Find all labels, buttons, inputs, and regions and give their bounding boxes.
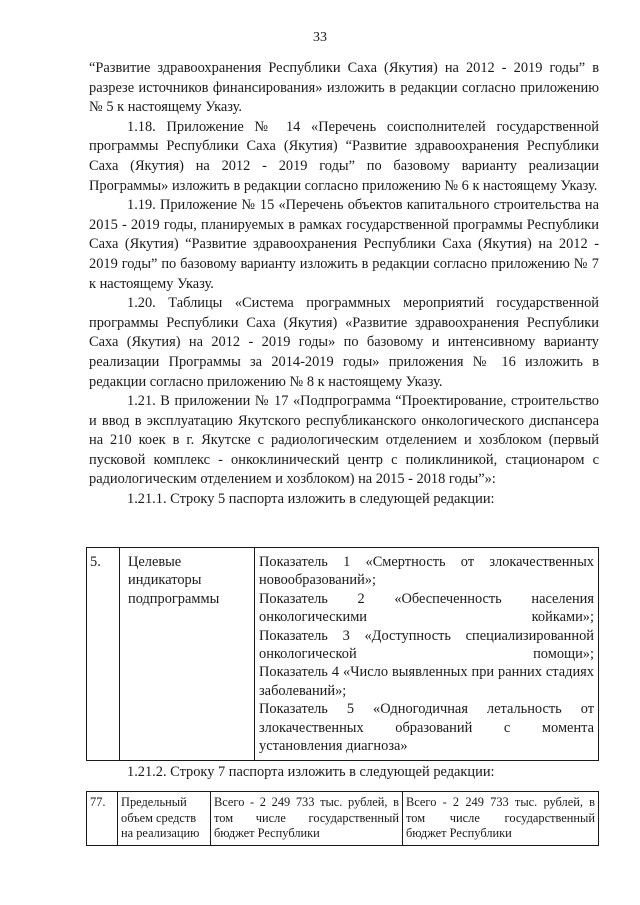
indicators-cell — [255, 548, 599, 761]
passport-row-7-table — [86, 791, 599, 846]
paragraph-1-21-1: 1.21.1. Строку 5 паспорта изложить в следующей редакции: — [127, 491, 495, 508]
funding-cell-old: Всего - 2 249 733 тыс. рублей, в том числе государственный бюджет Республики — [211, 792, 403, 846]
row-number: 5. — [87, 548, 120, 761]
body-text — [89, 59, 599, 510]
paragraph-1-20: 1.20. Таблицы «Система программных мероприятий государственной программы Республики Саха (Якутия) «Развитие здравоохранения Республики Саха (Якутия) на 2012 - 2019 годы» по базовому и интенсивному варианту реализации Программы за 2014-2019 годы» приложения № 16 изложить в редакции согласно приложению № 8 к настоящему Указу. — [89, 295, 599, 390]
row-label: Целевые индикаторы подпрограммы — [120, 548, 255, 761]
indicator-1: Показатель 1 «Смертность от злокачественных новообразований»; — [259, 554, 594, 589]
paragraph-1-21-2: 1.21.2. Строку 7 паспорта изложить в следующей редакции: — [127, 764, 495, 780]
page-number: 33 — [313, 30, 327, 45]
paragraph-1-18: 1.18. Приложение № 14 «Перечень соисполнителей государственной программы Республики Саха (Якутия) “Развитие здравоохранения Республики Саха (Якутия) на 2012 - 2019 годы” по базовому варианту реализации Программы» изложить в редакции согласно приложению № 6 к настоящему Указу. — [89, 118, 599, 194]
passport-row-5-table — [86, 547, 599, 761]
funding-cell-new: Всего - 2 249 733 тыс. рублей, в том числе государственный бюджет Республики — [403, 792, 599, 846]
row-label: Предельный объем средств на реализацию — [118, 792, 211, 846]
paragraph-1-21: 1.21. В приложении № 17 «Подпрограмма “Проектирование, строительство и ввод в эксплуатацию Якутского республиканского онкологического диспансера на 210 коек в г. Якутске с радиологическим отделением и хозблоком (первый пусковой комплекс - онкоклинический центр с поликлиникой, стационаром с радиологическим отделением и хозблоком) на 2015 - 2018 годы”»: — [89, 393, 599, 488]
paragraph-1-19: 1.19. Приложение № 15 «Перечень объектов капитального строительства на 2015 - 2019 годы, планируемых в рамках государственной программы Республики Саха (Якутия) “Развитие здравоохранения Республики Саха (Якутия) на 2012 - 2019 годы” по базовому варианту изложить в редакции согласно приложению № 7 к настоящему Указу. — [89, 197, 599, 292]
indicator-4: Показатель 4 «Число выявленных при ранних стадиях заболеваний»; — [259, 664, 594, 699]
table-row — [87, 548, 599, 761]
indicator-2: Показатель 2 «Обеспеченность населения онкологическими койками»; — [259, 590, 594, 626]
row-number: 77. — [87, 792, 118, 846]
table-row — [87, 792, 599, 846]
indicator-3: Показатель 3 «Доступность специализированной онкологической помощи»; — [259, 627, 594, 663]
indicator-5: Показатель 5 «Одногодичная летальность от злокачественных образований с момента установления диагноза» — [259, 701, 594, 755]
paragraph-continuation: “Развитие здравоохранения Республики Саха (Якутия) на 2012 - 2019 годы” в разрезе источников финансирования» изложить в редакции согласно приложению № 5 к настоящему Указу. — [89, 60, 599, 116]
